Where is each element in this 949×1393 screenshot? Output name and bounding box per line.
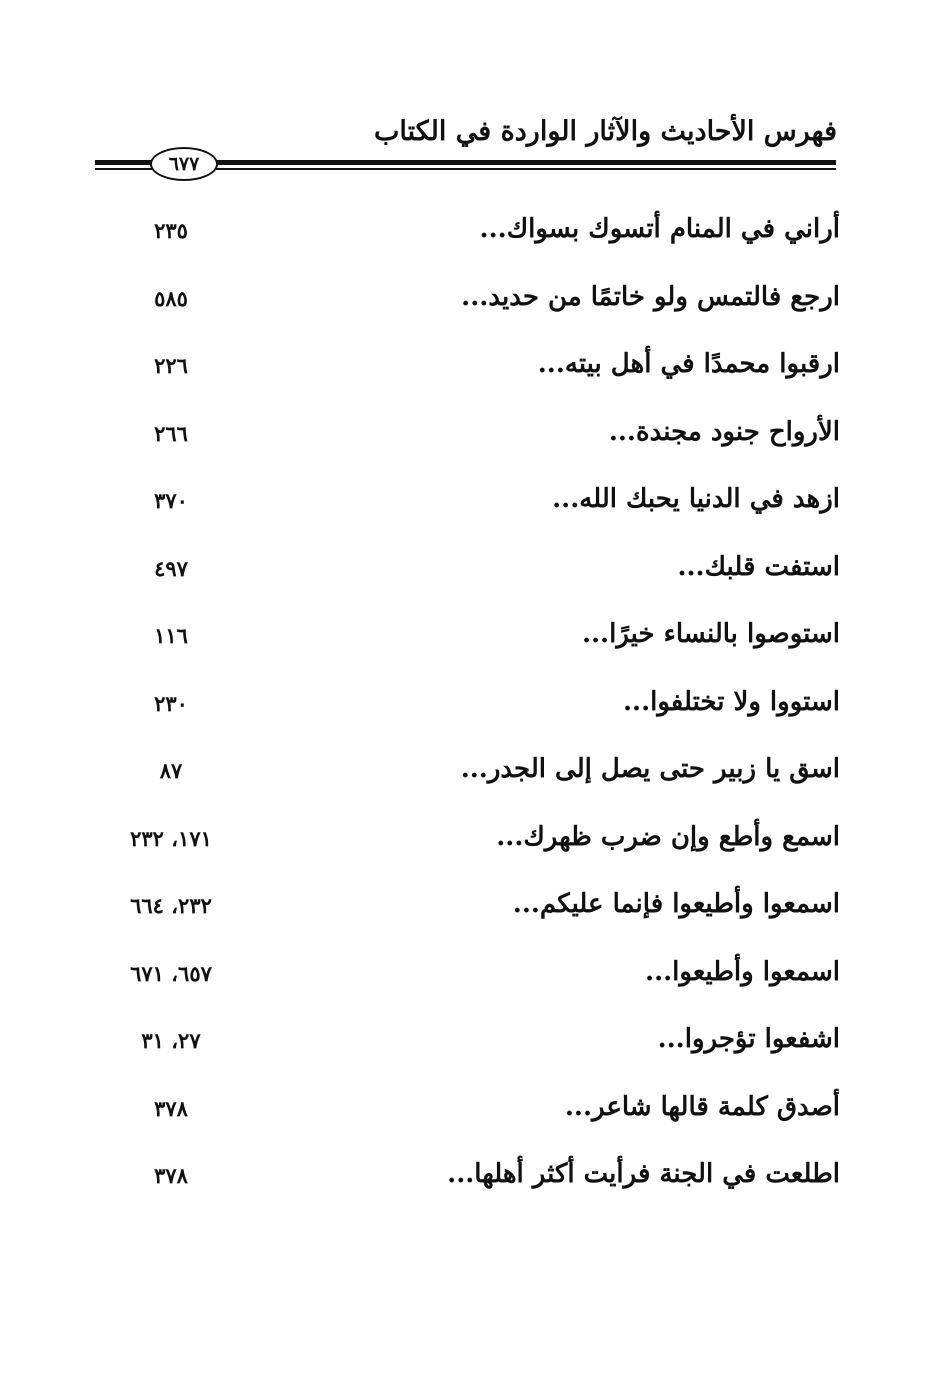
page-number: ٦٧٧ bbox=[168, 153, 200, 175]
hadith-text: ارجع فالتمس ولو خاتمًا من حديد... bbox=[461, 282, 840, 312]
page-reference: ٣٧٠ bbox=[154, 488, 188, 513]
hadith-text: ازهد في الدنيا يحبك الله... bbox=[552, 484, 840, 514]
page-reference: ٨٧ bbox=[159, 758, 183, 783]
page-reference: ٣٧٨ bbox=[154, 1096, 188, 1121]
page-reference: ٢٦٦ bbox=[154, 421, 188, 446]
index-entry bbox=[90, 822, 840, 866]
index-entry bbox=[90, 619, 840, 663]
index-entry bbox=[90, 1159, 840, 1203]
hadith-text: اسمع وأطع وإن ضرب ظهرك... bbox=[496, 822, 840, 852]
index-entry bbox=[90, 214, 840, 258]
hadith-text: اطلعت في الجنة فرأيت أكثر أهلها... bbox=[447, 1159, 840, 1189]
hadith-text: استوصوا بالنساء خيرًا... bbox=[581, 619, 840, 649]
page-reference: ٢٣٢، ٦٦٤ bbox=[130, 893, 212, 918]
index-entry bbox=[90, 349, 840, 393]
index-entry bbox=[90, 282, 840, 326]
index-entry bbox=[90, 1024, 840, 1068]
hadith-text: الأرواح جنود مجندة... bbox=[608, 417, 840, 447]
index-entry bbox=[90, 417, 840, 461]
page-reference: ٥٨٥ bbox=[154, 286, 188, 311]
page-reference: ٣٧٨ bbox=[154, 1163, 188, 1188]
page-number-badge bbox=[150, 147, 218, 181]
hadith-text: اسمعوا وأطيعوا... bbox=[645, 957, 840, 987]
hadith-text: اسمعوا وأطيعوا فإنما عليكم... bbox=[512, 889, 840, 919]
index-entry bbox=[90, 484, 840, 528]
page-reference: ١٧١، ٢٣٢ bbox=[130, 826, 212, 851]
page-reference: ٦٥٧، ٦٧١ bbox=[130, 961, 212, 986]
hadith-text: استفت قلبك... bbox=[677, 552, 840, 582]
index-entry bbox=[90, 754, 840, 798]
index-entry bbox=[90, 1092, 840, 1136]
index-entry bbox=[90, 552, 840, 596]
hadith-text: اسق يا زبير حتى يصل إلى الجدر... bbox=[460, 754, 840, 784]
hadith-text: أصدق كلمة قالها شاعر... bbox=[564, 1092, 840, 1122]
page-reference: ٤٩٧ bbox=[154, 556, 188, 581]
index-entry bbox=[90, 687, 840, 731]
page-reference: ٢٣٥ bbox=[154, 218, 188, 243]
hadith-text: استووا ولا تختلفوا... bbox=[623, 687, 840, 717]
index-entry bbox=[90, 889, 840, 933]
hadith-text: أراني في المنام أتسوك بسواك... bbox=[479, 214, 840, 244]
hadith-text: ارقبوا محمدًا في أهل بيته... bbox=[537, 349, 840, 379]
hadith-text: اشفعوا تؤجروا... bbox=[657, 1024, 840, 1054]
page-reference: ١١٦ bbox=[154, 623, 188, 648]
page-reference: ٢٣٠ bbox=[154, 691, 188, 716]
running-title: فهرس الأحاديث والآثار الواردة في الكتاب bbox=[373, 116, 837, 147]
page-reference: ٢٧، ٣١ bbox=[141, 1028, 201, 1053]
page-reference: ٢٢٦ bbox=[154, 353, 188, 378]
index-entry bbox=[90, 957, 840, 1001]
